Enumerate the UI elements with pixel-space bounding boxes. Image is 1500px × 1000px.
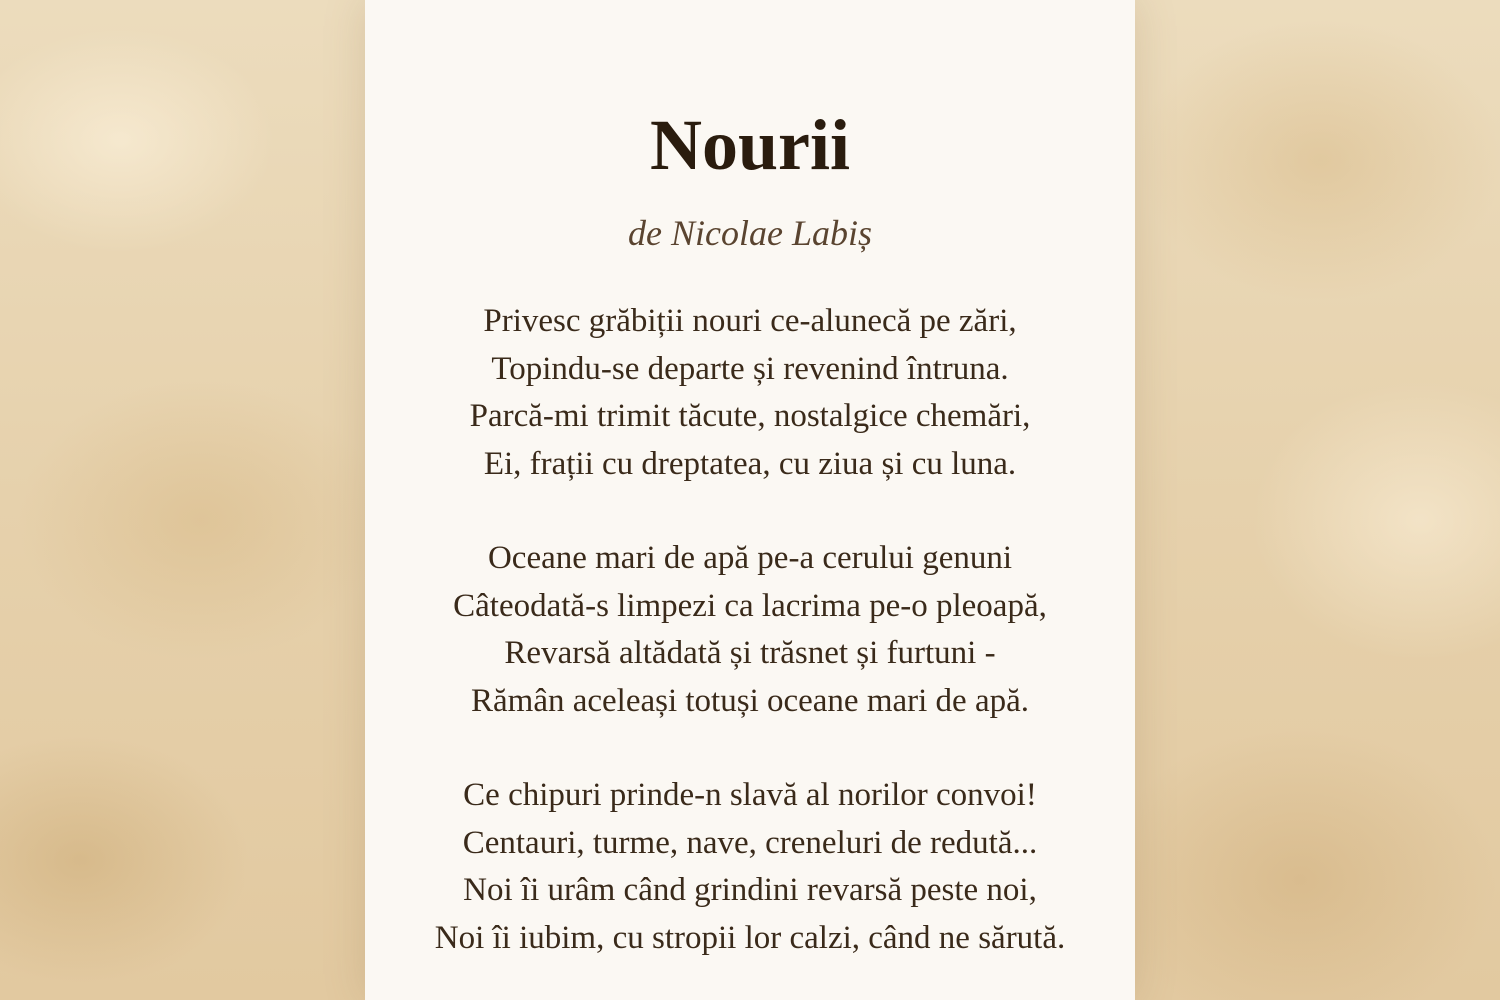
poem-page[interactable]	[365, 0, 1135, 1000]
poem-line: Noi îi iubim, cu stropii lor calzi, când ne sărută.	[434, 919, 1066, 956]
poem-line: Noi îi urâm când grindini revarsă peste noi,	[463, 872, 1037, 908]
poem-line: Centauri, turme, nave, creneluri de redută...	[462, 824, 1038, 861]
poem-line: Privesc grăbiții nouri ce-alunecă pe zări,	[483, 303, 1017, 339]
poem-line: Ce chipuri prinde-n slavă al norilor convoi!	[463, 777, 1037, 813]
poem-title: Nourii	[649, 105, 850, 185]
poem-line: Rămân aceleași totuși oceane mari de apă.	[471, 682, 1029, 719]
stanza-2	[365, 535, 1135, 725]
poem-body	[365, 298, 1135, 962]
poem-author: de Nicolae Labiș	[628, 213, 872, 253]
poem-line: Ei, frații cu dreptatea, cu ziua și cu luna.	[483, 445, 1017, 482]
poem-line: Câteodată-s limpezi ca lacrima pe-o pleoapă,	[453, 587, 1047, 624]
poem-line: Revarsă altădată și trăsnet și furtuni -	[504, 635, 996, 671]
poem-line: Oceane mari de apă pe-a cerului genuni	[487, 540, 1013, 576]
poem-line: Topindu-se departe și revenind întruna.	[491, 350, 1009, 387]
stanza-3	[365, 772, 1135, 962]
stanza-1	[365, 298, 1135, 488]
poem-line: Parcă-mi trimit tăcute, nostalgice chemări,	[469, 398, 1031, 434]
